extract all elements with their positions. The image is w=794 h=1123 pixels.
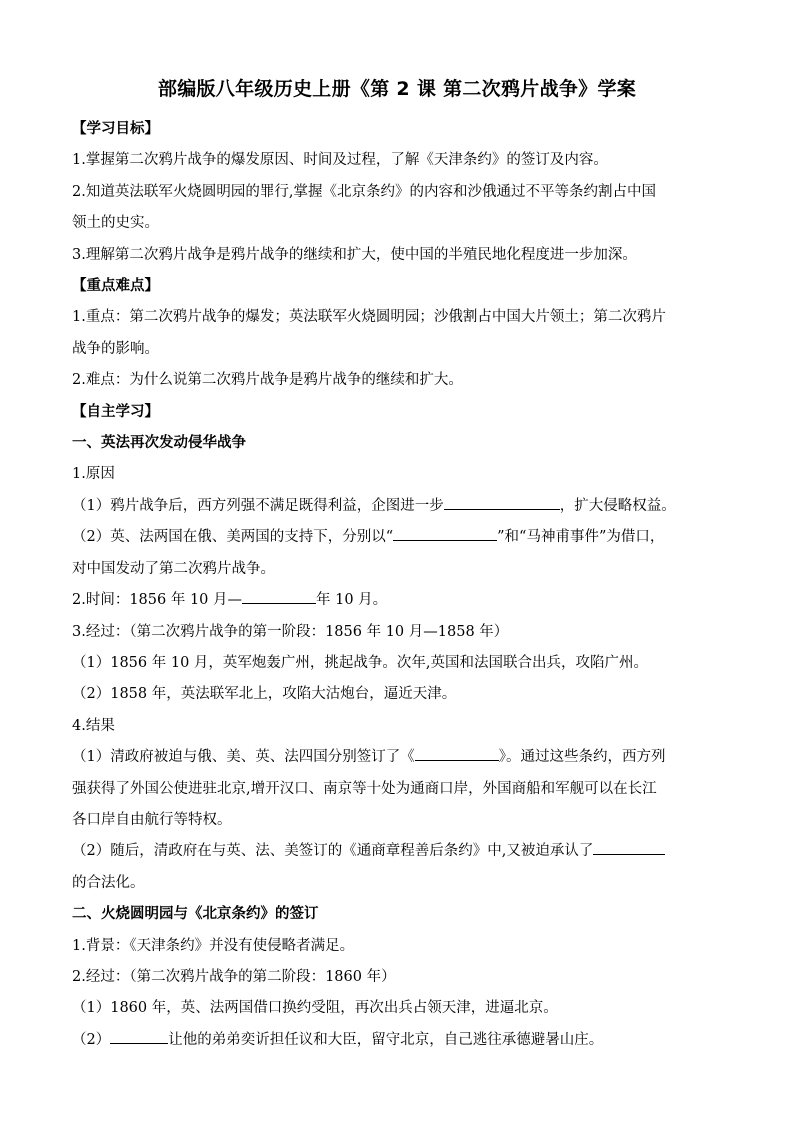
key-point-1-line-1: 1.重点：第二次鸦片战争的爆发；英法联军火烧圆明园；沙俄割占中国大片领土；第二次鸦片 bbox=[72, 309, 666, 326]
page-title: 部编版八年级历史上册《第 2 课 第二次鸦片战争》学案 bbox=[157, 78, 637, 100]
section-2-process-1: （1）1860 年，英、法两国借口换约受阻，再次出兵占领天津，进逼北京。 bbox=[72, 1000, 558, 1017]
process-1: （1）1856 年 10 月，英军炮轰广州，挑起战争。次年,英国和法国联合出兵，攻陷广州。 bbox=[72, 654, 649, 671]
section-2-process-2 bbox=[72, 1025, 722, 1056]
result-1-text-b: 》。通过这些条约，西方列 bbox=[498, 749, 666, 766]
self-study-heading: 【自主学习】 bbox=[72, 403, 159, 420]
result-2 bbox=[72, 836, 722, 867]
result-1 bbox=[72, 742, 722, 773]
cause-1 bbox=[72, 491, 722, 522]
background-line: 1.背景：《天津条约》并没有使侵略者满足。 bbox=[72, 937, 355, 954]
cause-1-text-a: （1）鸦片战争后，西方列强不满足既得利益，企图进一步 bbox=[72, 497, 444, 514]
result-1-line-2: 强获得了外国公使进驻北京,增开汉口、南京等十处为通商口岸，外国商船和军舰可以在长江 bbox=[72, 780, 657, 797]
objective-2-line-2: 领土的史实。 bbox=[72, 215, 159, 232]
key-point-1-line-2: 战争的影响。 bbox=[72, 340, 159, 357]
key-points-heading: 【重点难点】 bbox=[72, 278, 159, 295]
objectives-heading: 【学习目标】 bbox=[72, 121, 159, 137]
section-2-heading: 二、火烧圆明园与《北京条约》的签订 bbox=[72, 906, 319, 923]
cause-2-line-2: 对中国发动了第二次鸦片战争。 bbox=[72, 560, 275, 577]
cause-2-text-a: （2）英、法两国在俄、美两国的支持下，分别以“ bbox=[72, 529, 394, 546]
time-text-a: 2.时间：1856 年 10 月— bbox=[72, 592, 243, 609]
process-2: （2）1858 年，英法联军北上，攻陷大沽炮台，逼近天津。 bbox=[72, 686, 457, 703]
cause-label: 1.原因 bbox=[72, 466, 115, 483]
fill-blank-6[interactable] bbox=[110, 1029, 168, 1044]
section-2-process-2-text-a: （2） bbox=[72, 1031, 111, 1048]
section-2-process-2-text-b: 让他的弟弟奕䜣担任议和大臣，留守北京，自己逃往承德避暑山庄。 bbox=[168, 1031, 604, 1048]
result-2-line-2: 的合法化。 bbox=[72, 874, 145, 891]
process-label: 3.经过：（第二次鸦片战争的第一阶段：1856 年 10 月—1858 年） bbox=[72, 623, 509, 640]
result-label: 4.结果 bbox=[72, 717, 115, 734]
objective-3: 3.理解第二次鸦片战争是鸦片战争的继续和扩大，使中国的半殖民地化程度进一步加深。 bbox=[72, 246, 637, 263]
result-1-text-a: （1）清政府被迫与俄、美、英、法四国分别签订了《 bbox=[72, 749, 415, 766]
result-1-line-3: 各口岸自由航行等特权。 bbox=[72, 811, 232, 828]
cause-2 bbox=[72, 522, 722, 553]
cause-2-text-b: ”和“马神甫事件”为借口， bbox=[497, 529, 665, 546]
fill-blank-4[interactable] bbox=[415, 746, 499, 761]
key-point-2: 2.难点：为什么说第二次鸦片战争是鸦片战争的继续和扩大。 bbox=[72, 372, 463, 389]
section-1-heading: 一、英法再次发动侵华战争 bbox=[72, 435, 246, 452]
time-line bbox=[72, 585, 722, 616]
result-2-text-a: （2）随后，清政府在与英、法、美签订的《通商章程善后条约》中,又被迫承认了 bbox=[72, 843, 594, 860]
cause-1-text-b: ，扩大侵略权益。 bbox=[559, 497, 676, 514]
time-text-b: 年 10 月。 bbox=[316, 592, 388, 609]
objective-1: 1.掌握第二次鸦片战争的爆发原因、时间及过程，了解《天津条约》的签订及内容。 bbox=[72, 152, 608, 169]
fill-blank-2[interactable] bbox=[393, 526, 497, 541]
fill-blank-1[interactable] bbox=[444, 495, 560, 510]
objective-2-line-1: 2.知道英法联军火烧圆明园的罪行,掌握《北京条约》的内容和沙俄通过不平等条约割占中国 bbox=[72, 183, 656, 200]
section-2-process-label: 2.经过：（第二次鸦片战争的第二阶段：1860 年） bbox=[72, 968, 396, 985]
fill-blank-3[interactable] bbox=[242, 589, 316, 604]
fill-blank-5[interactable] bbox=[593, 840, 665, 855]
